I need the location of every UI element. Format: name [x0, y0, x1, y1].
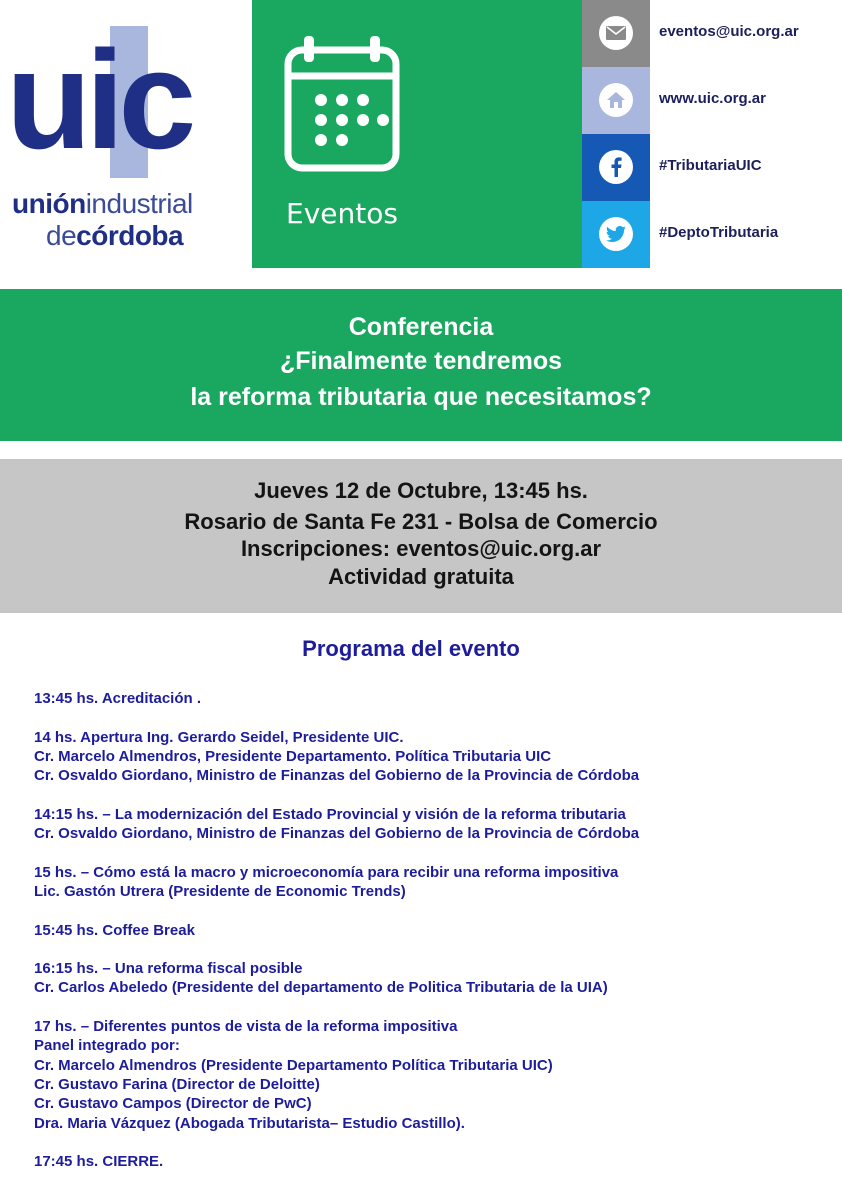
- contact-list: [582, 0, 842, 268]
- home-icon: [606, 91, 626, 109]
- uic-logo: [0, 0, 252, 268]
- twitter-icon: [606, 226, 626, 242]
- event-registration[interactable]: Inscripciones: eventos@uic.org.ar: [240, 536, 602, 561]
- program-line: Cr. Carlos Abeledo (Presidente del departamento de Politica Tributaria de la UIA): [34, 979, 608, 997]
- conference-title-line-1: ¿Finalmente tendremos: [280, 347, 562, 375]
- conference-title-band: [0, 289, 842, 441]
- logo-word-de: de: [46, 220, 77, 251]
- logo-word-union: unión: [12, 188, 86, 219]
- events-tile: [252, 0, 582, 268]
- conference-title-line-2: la reforma tributaria que necesitamos?: [190, 383, 652, 411]
- program-list: [34, 689, 824, 1191]
- program-line: 16:15 hs. – Una reforma fiscal posible: [34, 960, 303, 978]
- event-date: Jueves 12 de Octubre, 13:45 hs.: [254, 478, 588, 503]
- contact-facebook-tile: [582, 134, 650, 201]
- events-label: Eventos: [286, 197, 398, 230]
- contact-email-text[interactable]: eventos@uic.org.ar: [659, 23, 799, 40]
- contact-facebook-text[interactable]: #TributariaUIC: [659, 157, 762, 174]
- calendar-icon: [282, 34, 402, 176]
- program-line: Dra. Maria Vázquez (Abogada Tributarista– Estudio Castillo).: [34, 1114, 465, 1132]
- contact-website-text[interactable]: www.uic.org.ar: [659, 90, 766, 107]
- contact-website-circle: [599, 83, 633, 117]
- contact-facebook[interactable]: [582, 134, 842, 201]
- logo-word-industrial: industrial: [85, 188, 193, 219]
- contact-email-tile: [582, 0, 650, 67]
- contact-twitter-circle: [599, 217, 633, 251]
- program-item: [34, 689, 824, 708]
- envelope-icon: [606, 26, 626, 40]
- program-line: 14 hs. Apertura Ing. Gerardo Seidel, Presidente UIC.: [34, 728, 404, 746]
- event-price: Actividad gratuita: [328, 564, 514, 589]
- contact-email[interactable]: [582, 0, 842, 67]
- facebook-icon: [610, 157, 622, 177]
- program-line: Cr. Marcelo Almendros, Presidente Departamento. Política Tributaria UIC: [34, 747, 552, 765]
- contact-twitter[interactable]: [582, 201, 842, 268]
- program-item: [34, 1152, 824, 1171]
- conference-label: Conferencia: [348, 313, 494, 341]
- program-line: Cr. Osvaldo Giordano, Ministro de Finanzas del Gobierno de la Provincia de Córdoba: [34, 825, 640, 843]
- program-item: [34, 805, 824, 844]
- program-line: Cr. Gustavo Campos (Director de PwC): [34, 1095, 312, 1113]
- program-item: [34, 728, 824, 786]
- program-line: Panel integrado por:: [34, 1037, 180, 1055]
- contact-twitter-tile: [582, 201, 650, 268]
- program-line: 14:15 hs. – La modernización del Estado Provincial y visión de la reforma tributaria: [34, 805, 626, 823]
- program-line: 13:45 hs. Acreditación .: [34, 690, 202, 707]
- logo-line-1: [12, 188, 193, 220]
- program-line: Cr. Gustavo Farina (Director de Deloitte): [34, 1075, 320, 1093]
- contact-twitter-text[interactable]: #DeptoTributaria: [659, 224, 779, 241]
- program-item: [34, 863, 824, 902]
- contact-email-circle: [599, 16, 633, 50]
- program-item: [34, 959, 824, 998]
- logo-line-2: [46, 220, 183, 252]
- program-item: [34, 1017, 824, 1133]
- program-line: 15:45 hs. Coffee Break: [34, 921, 195, 939]
- program-title: Programa del evento: [302, 636, 520, 661]
- program-line: 15 hs. – Cómo está la macro y microeconomía para recibir una reforma impositiva: [34, 863, 619, 881]
- event-venue: Rosario de Santa Fe 231 - Bolsa de Comercio: [184, 509, 658, 534]
- contact-website[interactable]: [582, 67, 842, 134]
- logo-word-cordoba: córdoba: [76, 220, 184, 251]
- program-line: Lic. Gastón Utrera (Presidente de Economic Trends): [34, 882, 406, 900]
- contact-facebook-circle: [599, 150, 633, 184]
- program-line: 17:45 hs. CIERRE.: [34, 1153, 164, 1171]
- program-line: Cr. Marcelo Almendros (Presidente Departamento Política Tributaria UIC): [34, 1056, 553, 1074]
- program-line: Cr. Osvaldo Giordano, Ministro de Finanzas del Gobierno de la Provincia de Córdoba: [34, 767, 640, 785]
- program-item: [34, 921, 824, 940]
- contact-website-tile: [582, 67, 650, 134]
- event-info-band: [0, 459, 842, 613]
- program-line: 17 hs. – Diferentes puntos de vista de la reforma impositiva: [34, 1018, 458, 1036]
- logo-letters: uic: [6, 21, 191, 178]
